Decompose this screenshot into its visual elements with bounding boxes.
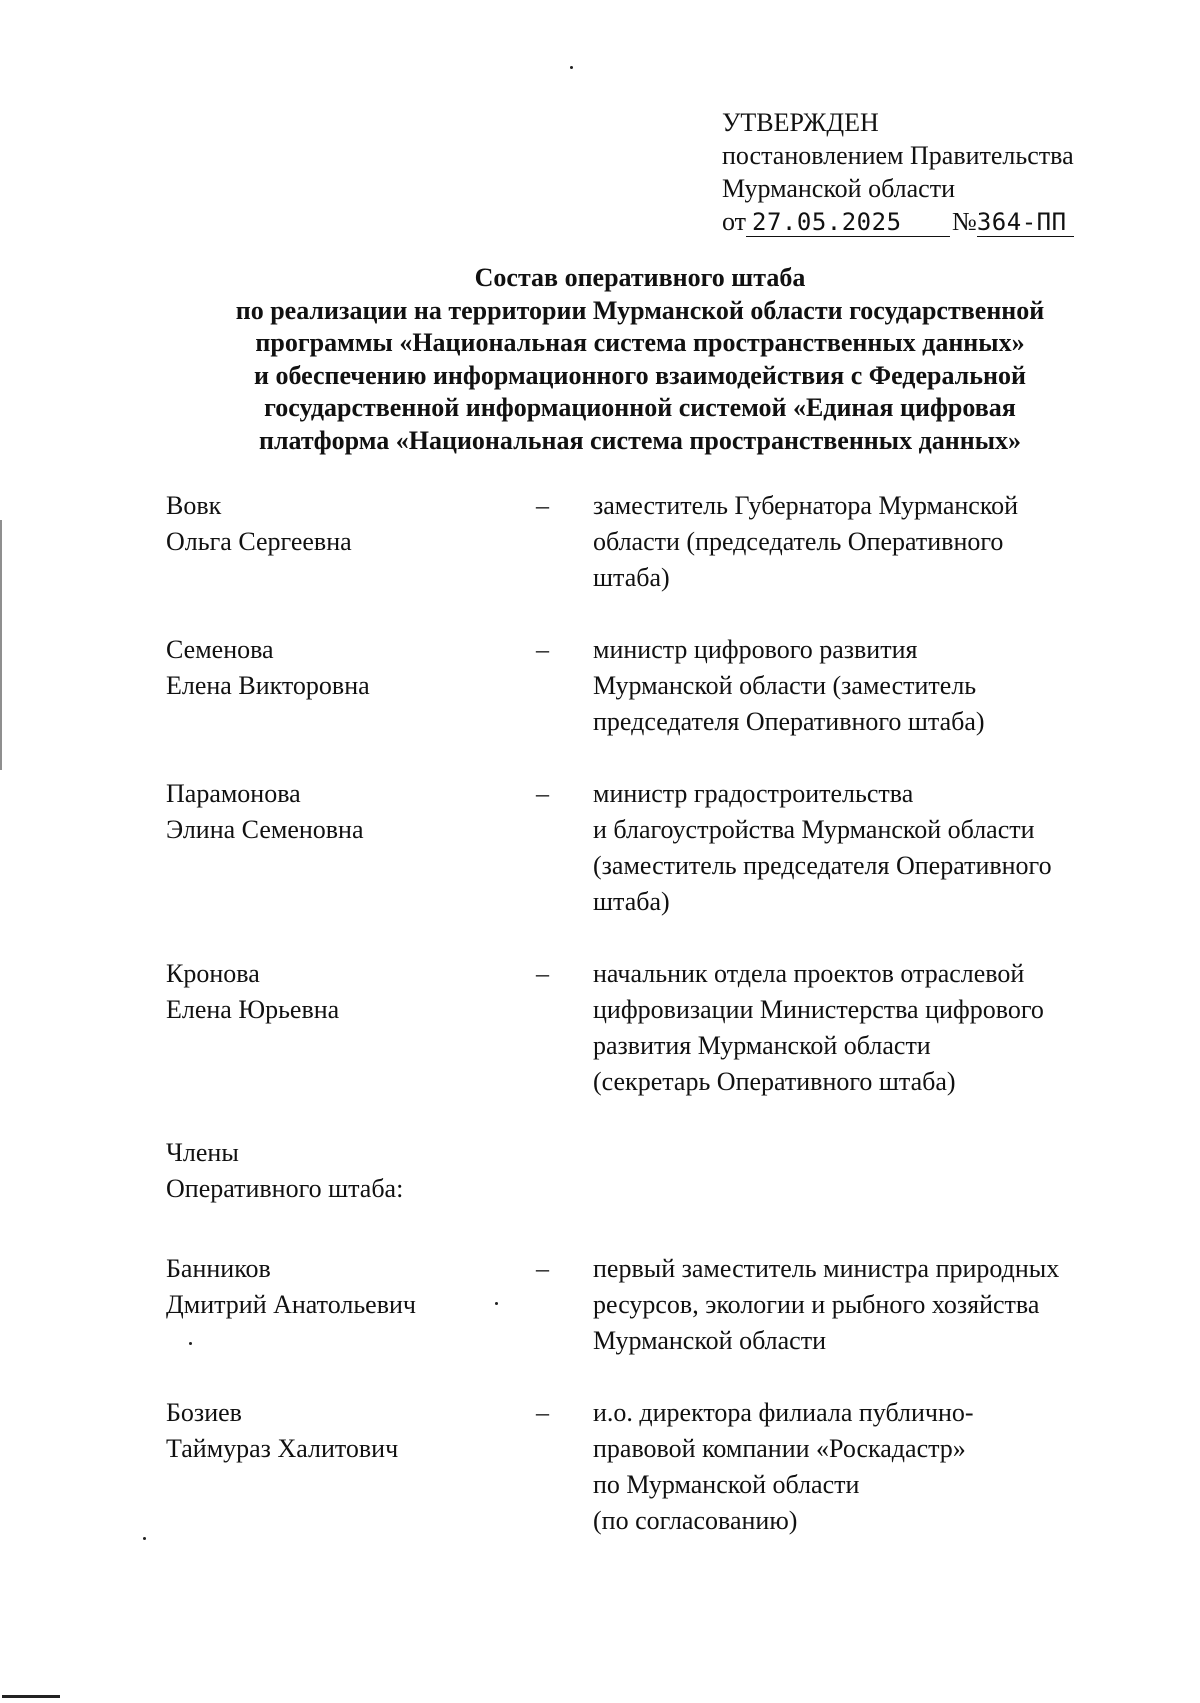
- title-line: программы «Национальная система пространственных данных»: [255, 328, 1025, 358]
- member-name: [166, 1395, 526, 1467]
- member-given-name: Ольга Сергеевна: [166, 527, 352, 556]
- role-line: правовой компании «Роскадастр»: [593, 1434, 966, 1463]
- role-line: по Мурманской области: [593, 1470, 860, 1499]
- dash-separator: –: [536, 491, 549, 520]
- dash-separator: –: [536, 1254, 549, 1283]
- role-line: начальник отдела проектов отраслевой: [593, 959, 1025, 988]
- member-given-name: Елена Викторовна: [166, 671, 370, 700]
- member-surname: Парамонова: [166, 779, 301, 808]
- role-line: штаба): [593, 887, 670, 916]
- member-role: [593, 488, 1123, 596]
- scan-speck: [570, 66, 573, 69]
- member-role: [593, 1395, 1123, 1539]
- title-line: платформа «Национальная система пространственных данных»: [258, 425, 1021, 455]
- title-line: государственной информационной системой «Единая цифровая: [264, 393, 1016, 423]
- member-given-name: Элина Семеновна: [166, 815, 364, 844]
- scan-bottom-mark: [2, 1695, 60, 1698]
- members-heading: [166, 1135, 403, 1207]
- role-line: Мурманской области (заместитель: [593, 671, 977, 700]
- member-role: [593, 956, 1123, 1100]
- member-surname: Бозиев: [166, 1398, 242, 1427]
- date-prefix: от: [722, 207, 747, 236]
- member-role: [593, 632, 1123, 740]
- scan-speck: [189, 1342, 192, 1345]
- role-line: (по согласованию): [593, 1506, 798, 1535]
- member-name: [166, 488, 526, 560]
- member-surname: Кронова: [166, 959, 260, 988]
- member-given-name: Елена Юрьевна: [166, 995, 340, 1024]
- approval-status: УТВЕРЖДЕН: [722, 108, 879, 137]
- member-name: [166, 956, 526, 1028]
- role-line: Мурманской области: [593, 1326, 826, 1355]
- approval-region-line: Мурманской области: [722, 174, 955, 203]
- role-line: (секретарь Оперативного штаба): [593, 1067, 956, 1096]
- member-given-name: Дмитрий Анатольевич: [166, 1290, 416, 1319]
- role-line: штаба): [593, 563, 670, 592]
- role-line: и благоустройства Мурманской области: [593, 815, 1035, 844]
- member-role: [593, 1251, 1123, 1359]
- scan-speck: [495, 1302, 498, 1305]
- members-heading-line: Члены: [166, 1138, 239, 1167]
- role-line: председателя Оперативного штаба): [593, 707, 985, 736]
- members-heading-line: Оперативного штаба:: [166, 1174, 404, 1203]
- dash-separator: –: [536, 959, 549, 988]
- dash-separator: –: [536, 1398, 549, 1427]
- number-prefix: №: [952, 207, 977, 236]
- role-line: цифровизации Министерства цифрового: [593, 995, 1044, 1024]
- role-line: развития Мурманской области: [593, 1031, 931, 1060]
- role-line: первый заместитель министра природных: [593, 1254, 1060, 1283]
- role-line: министр градостроительства: [593, 779, 914, 808]
- role-line: заместитель Губернатора Мурманской: [593, 491, 1019, 520]
- member-given-name: Таймураз Халитович: [166, 1434, 399, 1463]
- approval-number: 364-ПП: [977, 208, 1074, 237]
- approval-date: 27.05.2025: [746, 208, 950, 237]
- member-role: [593, 776, 1123, 920]
- dash-separator: –: [536, 779, 549, 808]
- scan-speck: [143, 1537, 146, 1540]
- title-line: и обеспечению информационного взаимодействия с Федеральной: [254, 360, 1026, 390]
- member-surname: Семенова: [166, 635, 274, 664]
- approval-issuer-line: постановлением Правительства: [722, 141, 1074, 170]
- role-line: министр цифрового развития: [593, 635, 918, 664]
- scan-edge-mark: [0, 520, 2, 770]
- dash-separator: –: [536, 635, 549, 664]
- title-line: по реализации на территории Мурманской области государственной: [235, 295, 1045, 325]
- role-line: области (председатель Оперативного: [593, 527, 1004, 556]
- role-line: ресурсов, экологии и рыбного хозяйства: [593, 1290, 1040, 1319]
- title-line: Состав оперативного штаба: [474, 263, 806, 292]
- member-surname: Вовк: [166, 491, 222, 520]
- role-line: (заместитель председателя Оперативного: [593, 851, 1052, 880]
- member-name: [166, 776, 526, 848]
- member-surname: Банников: [166, 1254, 271, 1283]
- role-line: и.о. директора филиала публично-: [593, 1398, 974, 1427]
- member-name: [166, 632, 526, 704]
- member-name: [166, 1251, 526, 1323]
